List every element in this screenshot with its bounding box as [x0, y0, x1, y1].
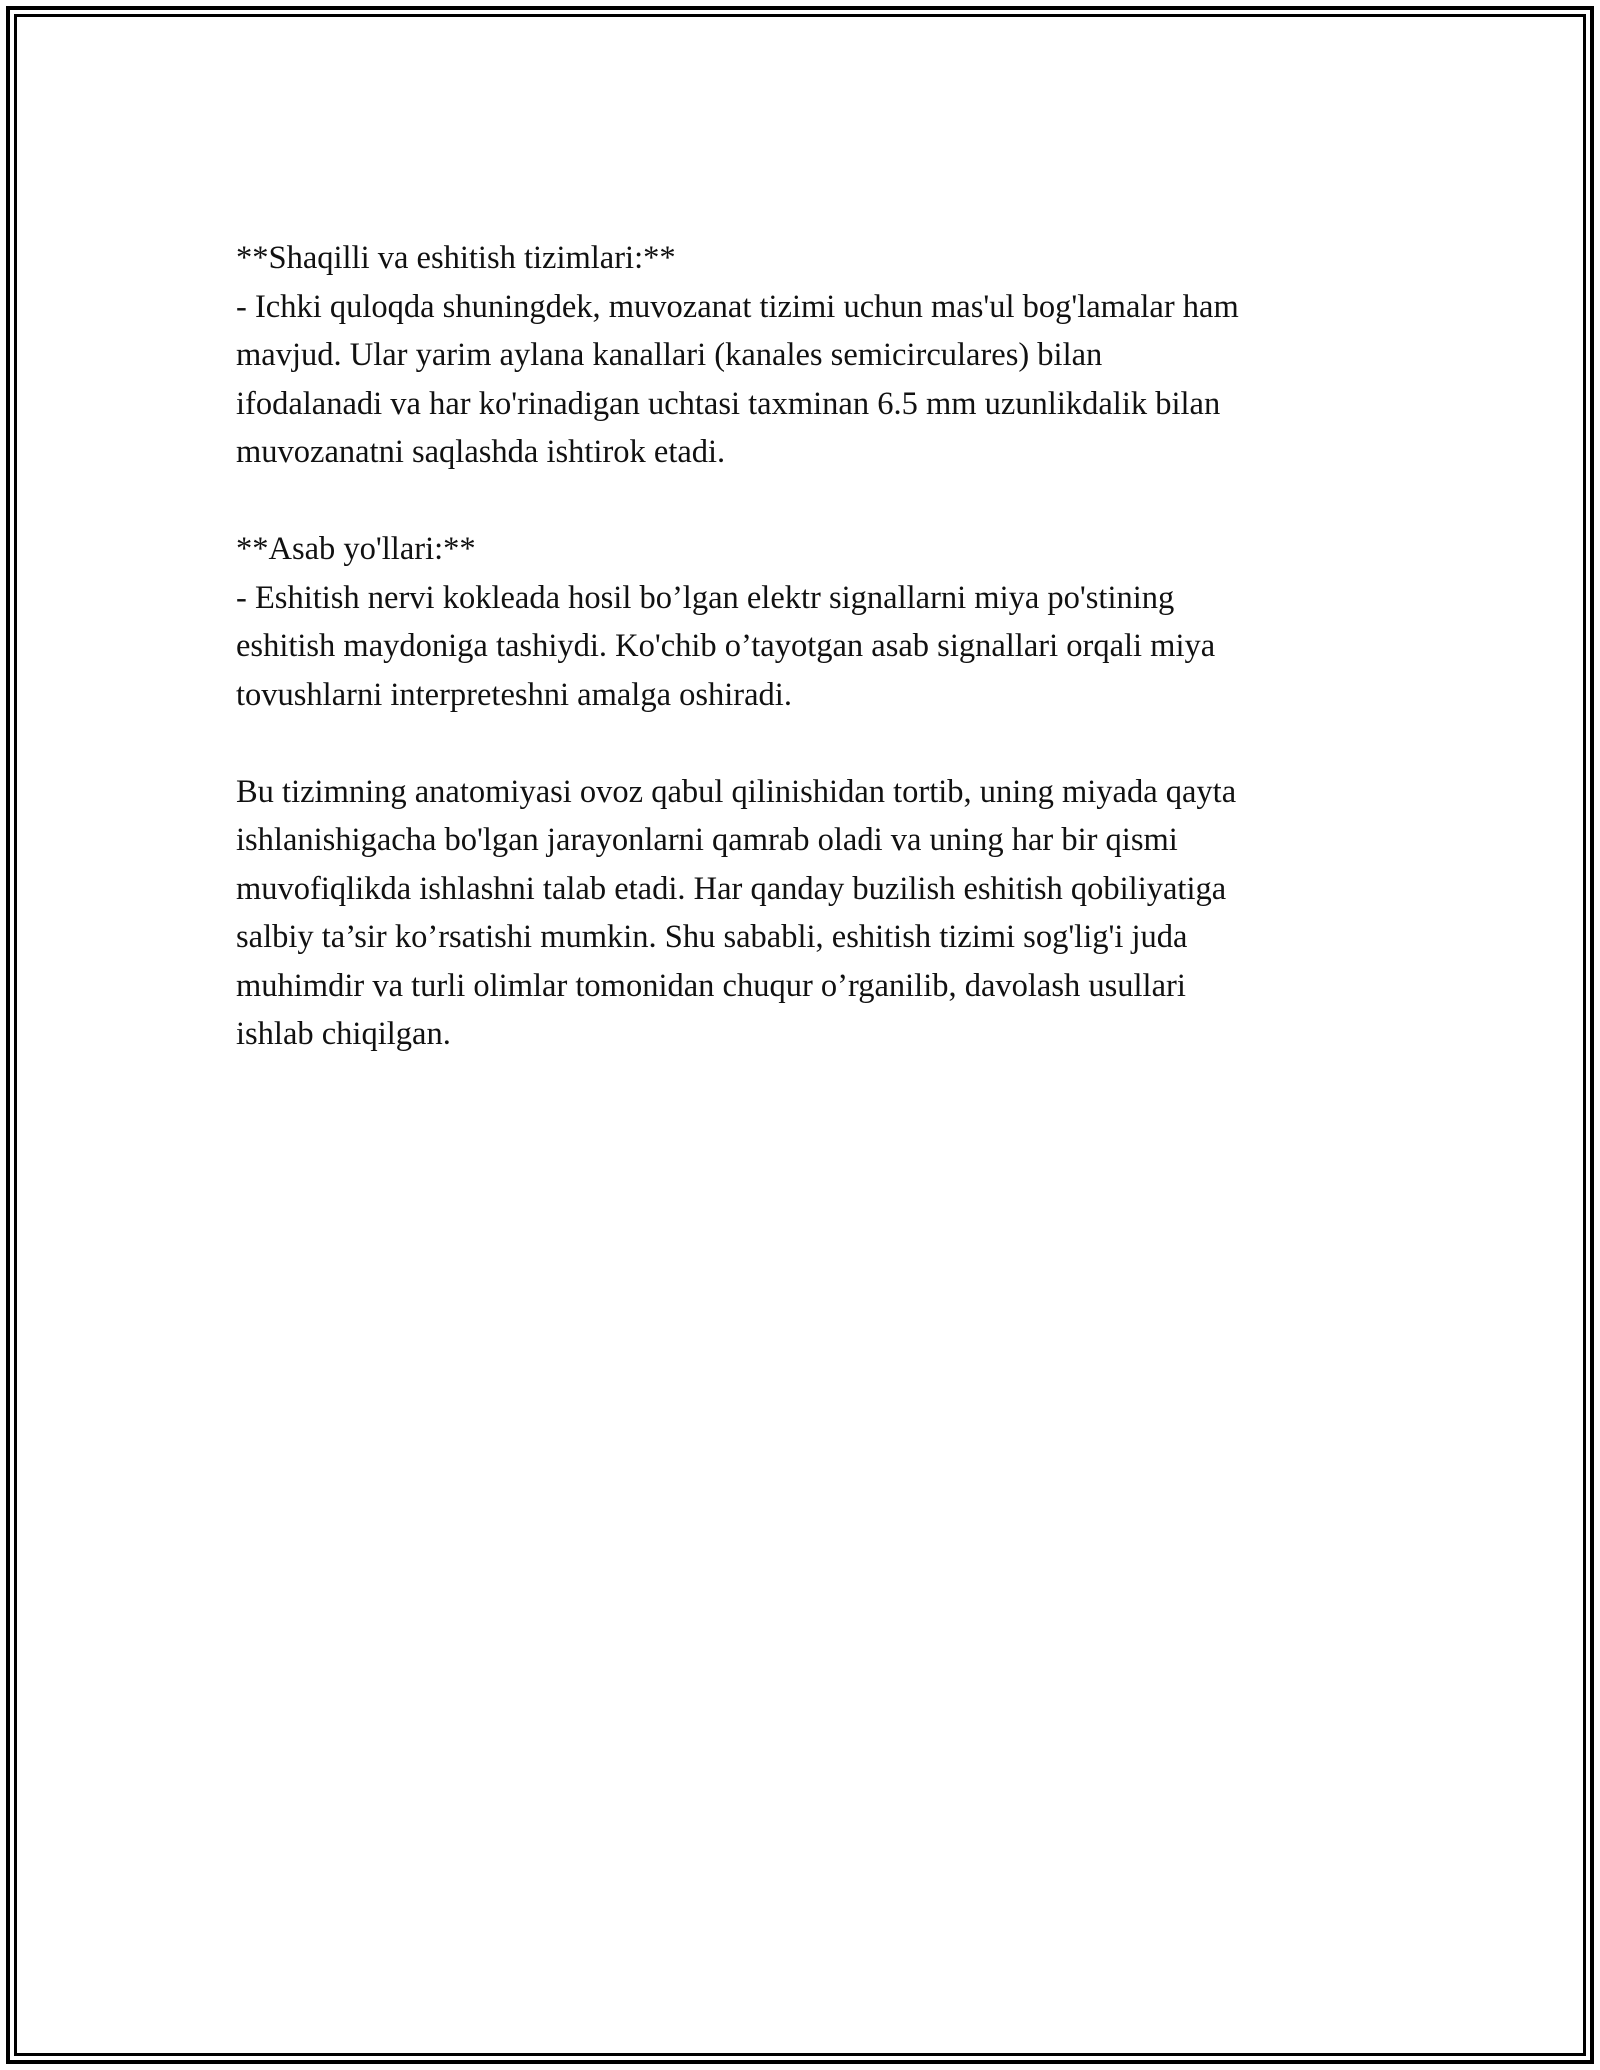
paragraph-spacer — [236, 477, 1386, 526]
paragraph-line: muvofiqlikda ishlashni talab etadi. Har qanday buzilish eshitish qobiliyatiga — [236, 870, 1227, 907]
paragraph-line: - Ichki quloqda shuningdek, muvozanat tizimi uchun mas'ul bog'lamalar ham — [236, 288, 1239, 325]
paragraph-line: eshitish maydoniga tashiydi. Ko'chib o’tayotgan asab signallari orqali miya — [236, 628, 1216, 664]
paragraph-line: mavjud. Ular yarim aylana kanallari (kanales semicirculares) bilan — [236, 337, 1103, 373]
conclusion-paragraph — [236, 768, 1386, 1059]
section-heading: **Asab yo'llari:** — [236, 531, 476, 567]
paragraph-line: ishlab chiqilgan. — [236, 1016, 451, 1052]
section-balance-systems — [236, 234, 1386, 477]
paragraph-line: ifodalanadi va har ko'rinadigan uchtasi taxminan 6.5 mm uzunlikdalik bilan — [236, 385, 1221, 422]
section-nerve-pathways — [236, 525, 1386, 719]
paragraph-line: - Eshitish nervi kokleada hosil bo’lgan elektr signallarni miya po'stining — [236, 579, 1175, 616]
paragraph-spacer — [236, 719, 1386, 768]
paragraph-line: muhimdir va turli olimlar tomonidan chuqur o’rganilib, davolash usullari — [236, 967, 1186, 1004]
paragraph-line: Bu tizimning anatomiyasi ovoz qabul qilinishidan tortib, uning miyada qayta — [236, 773, 1237, 810]
document-body — [236, 234, 1386, 1059]
paragraph-line: tovushlarni interpreteshni amalga oshiradi. — [236, 676, 792, 713]
section-heading: **Shaqilli va eshitish tizimlari:** — [236, 240, 676, 276]
paragraph-line: ishlanishigacha bo'lgan jarayonlarni qamrab oladi va uning har bir qismi — [236, 822, 1178, 858]
paragraph-line: muvozanatni saqlashda ishtirok etadi. — [236, 434, 726, 470]
paragraph-line: salbiy ta’sir ko’rsatishi mumkin. Shu sababli, eshitish tizimi sog'lig'i juda — [236, 919, 1188, 955]
